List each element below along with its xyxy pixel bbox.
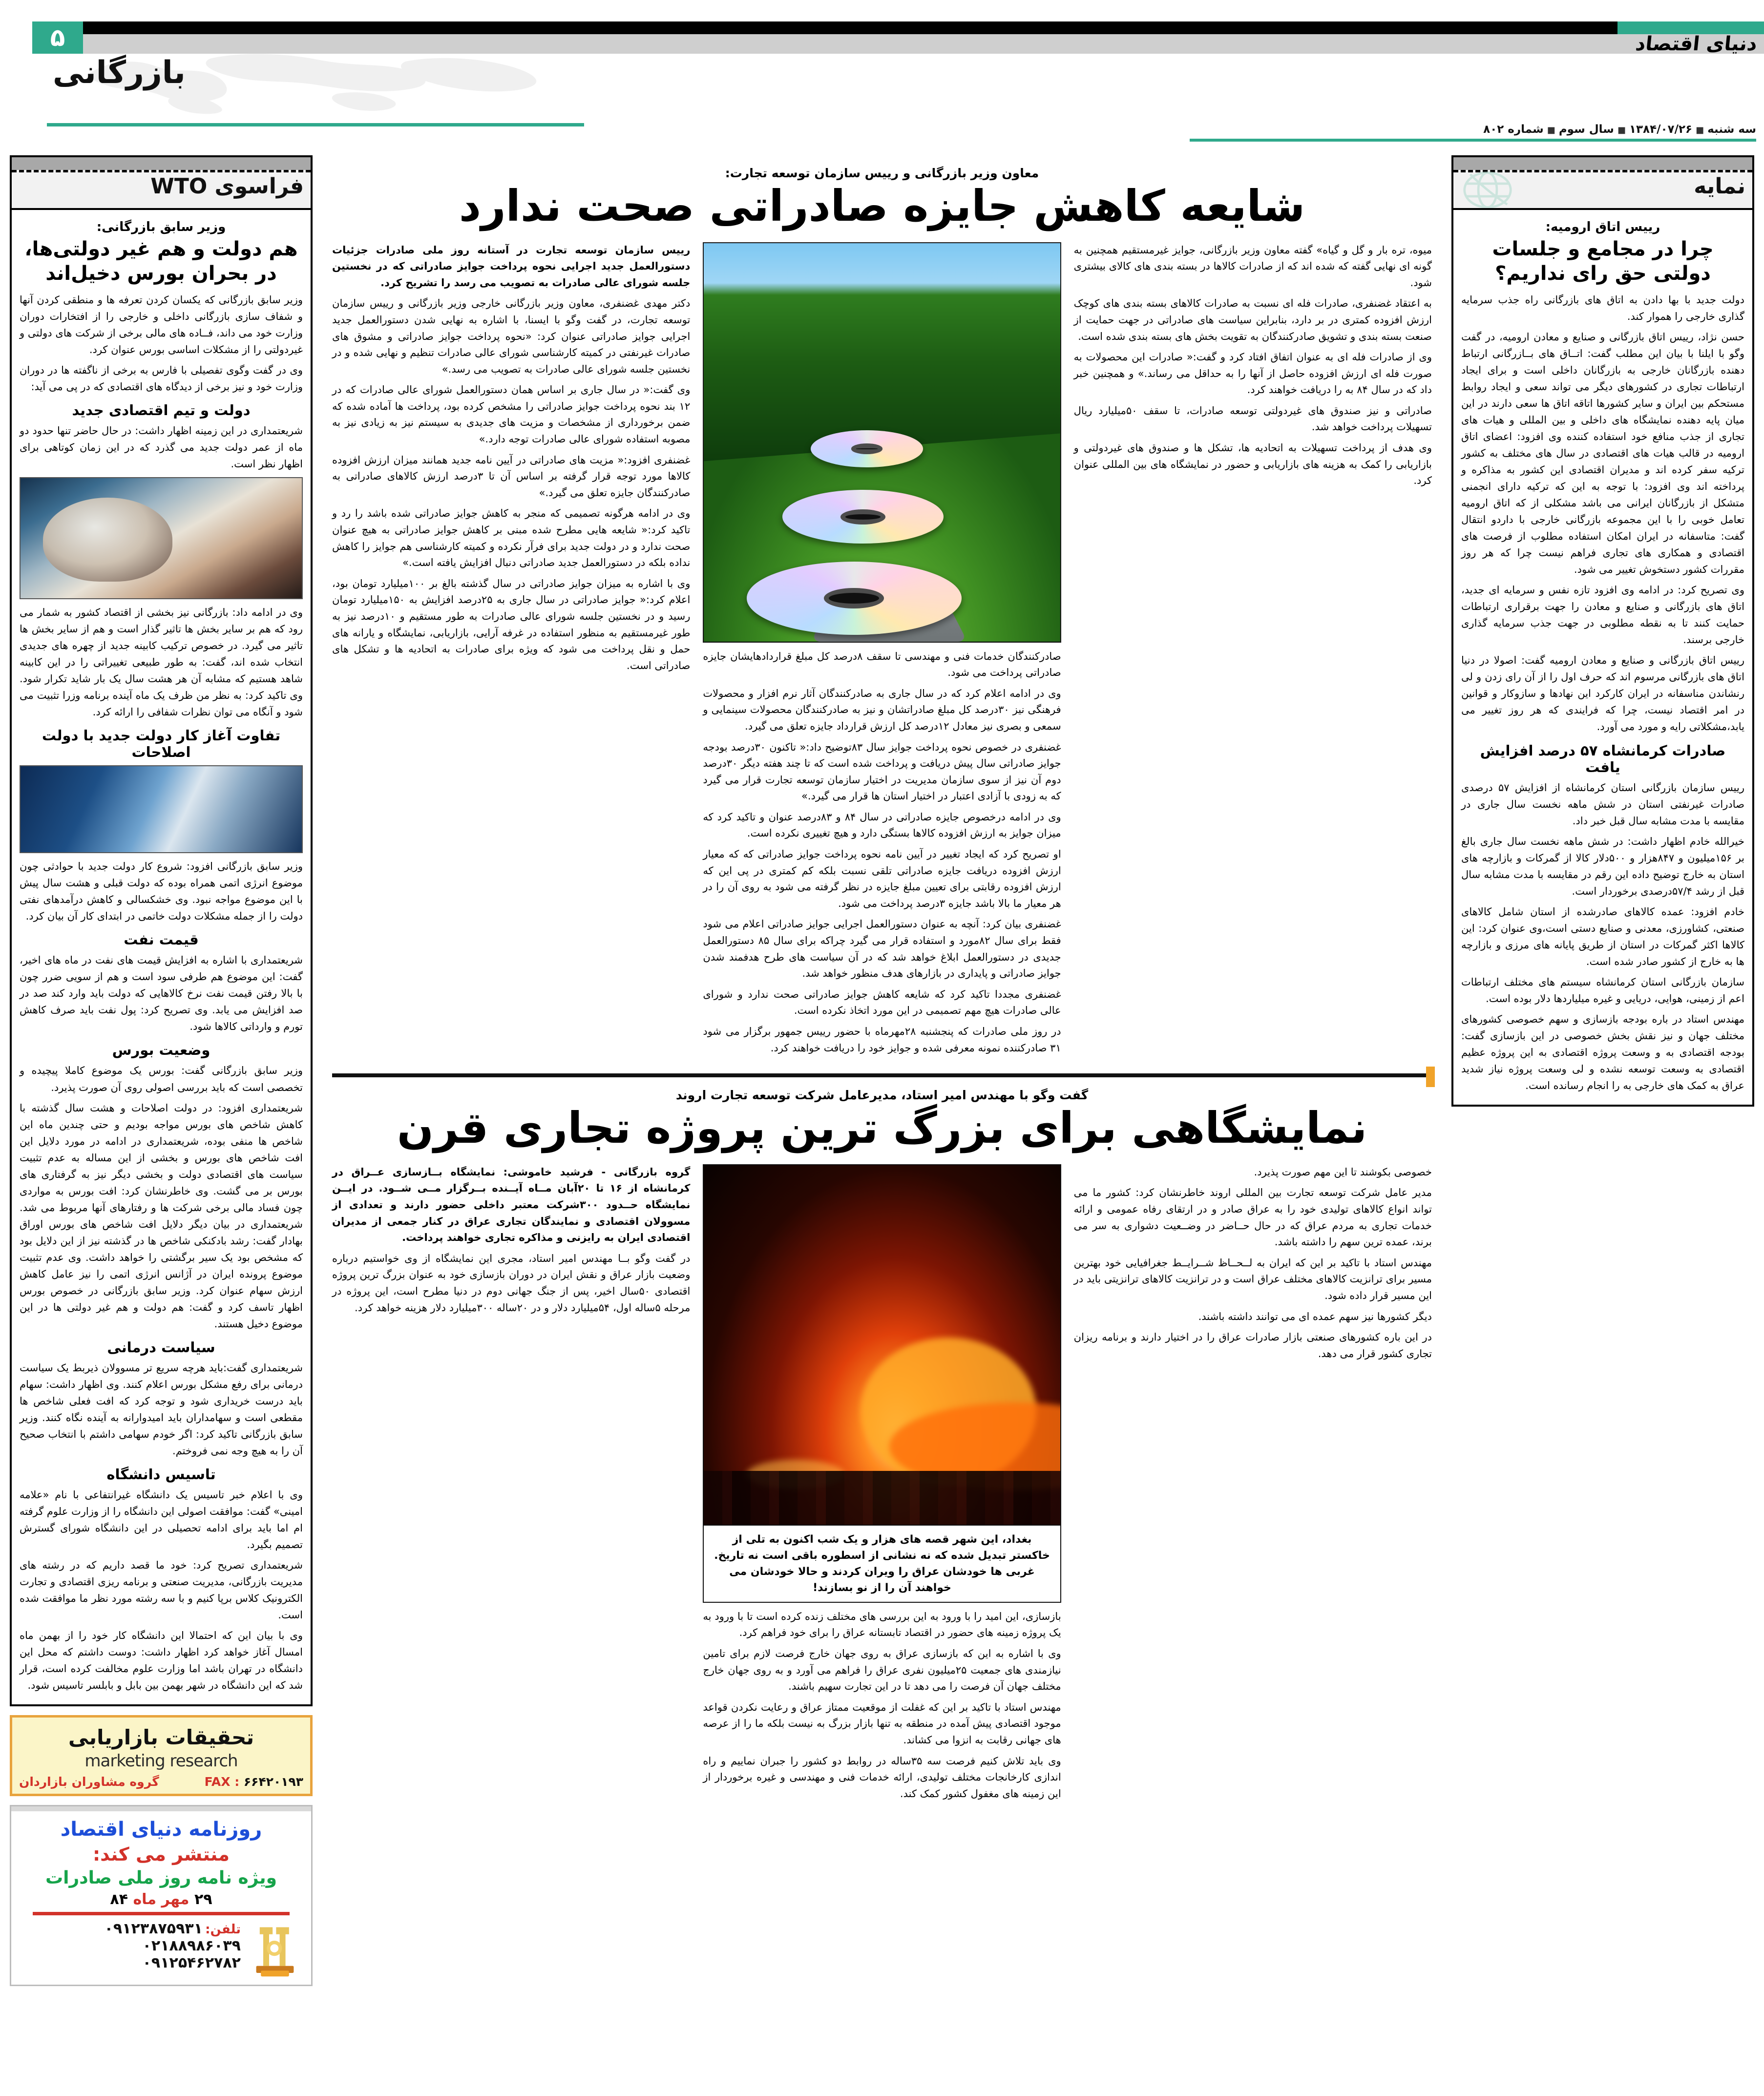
ad-title-fa: تحقیقات بازاریابی (68, 1725, 254, 1750)
left-article-paragraph: وزیر سابق بازرگانی گفت: بورس یک موضوع کاملا پیچیده و تخصصی است که باید بررسی اصولی روی آن صورت پذیرد. (20, 1065, 303, 1093)
cd-disc (811, 430, 923, 467)
trophy-icon (246, 1920, 304, 1979)
left-article-intro: وی در گفت وگوی تفصیلی با فارس به برخی از ناگفته ها در دوران وزارت خود و نیز برخی از دیدگاه های اقتصادی که در پی می آید: (20, 364, 303, 393)
section-rule (47, 123, 584, 126)
left-article-subhead: قیمت نفت (124, 931, 199, 948)
lead-paragraph: در روز ملی صادرات که پنجشنبه ۲۸مهرماه با حضور رییس جمهور برگزار می شود ۳۱ صادرکننده نمونه معرفی شده و جوایز خود را دریافت خواهند کرد. (703, 1026, 1061, 1054)
second-paragraph: بازسازی، این امید را با ورود به این بررسی های مختلف زنده کرده است تا با ورود به یک پروژه زمینه های حضور در اقتصاد تابستانه عراق را برای خود فراهم کرد. (703, 1610, 1061, 1639)
dateline-date: ۱۳۸۴/۰۷/۲۶ (1629, 123, 1693, 136)
lead-article-columns (332, 242, 1432, 1061)
left-article-paragraph: وی با اعلام خبر تاسیس یک دانشگاه غیرانتفاعی با نام «علامه امینی» گفت: موافقت اصولی این دانشگاه را از وزارت علوم گرفته ام اما باید برای ادامه تحصیلی در این دانشگاه شورای گسترش تصمیم بگیرد. (20, 1488, 303, 1551)
sidebar-dashed-rule (12, 170, 311, 172)
press-conference-photo (20, 477, 303, 599)
lead-paragraph: وی هدف از پرداخت تسهیلات به اتحادیه ها، تشکل ها و صندوق های غیردولتی و بازاریابی را کمک به هزینه های بازاریابی و حضور در نمایشگاه های بین المللی عنوان کرد. (1073, 442, 1432, 487)
ad-fax-number: ۶۶۴۲۰۱۹۳ (243, 1775, 303, 1789)
left-article-paragraph: شریعتمداری با اشاره به افزایش قیمت های نفت در ماه های اخیر، گفت: این موضوع هم طرفی سود است و هم از سویی ضرر چون با بالا رفتن قیمت نفت نرخ کالاهایی که دولت باید وارد کند صد در صد افزایش می یابد. وی تصریح کرد: پول نفت باید صرف کاهش تورم و وارداتی کالاها شود. (20, 954, 303, 1033)
ad-year: ۸۴ (110, 1891, 128, 1908)
dateline-rule (1190, 139, 1756, 142)
left-article-paragraph: وی با بیان این که احتمالا این دانشگاه کار خود را از بهمن ماه امسال آغاز خواهد کرد اظهار داشت: دوست داشتم که محل این دانشگاه در تهران باشد اما وزارت علوم مخالفت کرده است، قرار شد که این دانشگاه در شهر بهمن بین بابل و بابلسر تاسیس شود. (20, 1629, 303, 1691)
second-article-headline[interactable]: نمایشگاهی برای بزرگ ترین پروژه تجاری قرن (397, 1103, 1367, 1153)
left-article-subhead: سیاست درمانی (107, 1339, 215, 1356)
left-sidebar-label: فراسوی WTO (150, 174, 304, 199)
second-paragraph: در این باره کشورهای صنعتی بازار صادرات عراق را در اختیار دارند و برنامه ریزان تجاری کشور قرار می دهد. (1073, 1331, 1432, 1360)
ad-phone-number: ۰۹۱۲۳۸۷۵۹۳۱ (104, 1920, 203, 1938)
second-paragraph: وی با اشاره به این که بازسازی عراق به روی جهان خارج فرصت لازم برای تامین نیازمندی های جمعیت ۲۵میلیون نفری عراق را فراهم می آورد و به روی جهان خارج مختلف جهان آن فرصت را می دهد تا در این تجارت سهیم باشند. (703, 1647, 1061, 1693)
ad-month: مهر ماه (133, 1891, 189, 1908)
second-paragraph: در گفت وگو بــا مهندس امیر استاد، مجری این نمایشگاه از وی خواستیم درباره وضعیت بازار عراق و نقش ایران در دوران بازسازی خود به عنوان بزرگ ترین پروژه اقتصادی ۵۰سال اخیر، پس از جنگ جهانی دوم در دنیا مطرح است، این پروژه در مرحله ۵ساله اول، ۵۴میلیارد دلار و در ۲۰ساله ۳۰۰میلیارد دلار هزینه خواهد کرد. (332, 1252, 691, 1314)
second-paragraph: خصوصی بکوشند تا این مهم صورت پذیرد. (1254, 1166, 1432, 1178)
masthead-black-bar (83, 21, 1617, 34)
second-paragraph: گروه بازرگانی - فرشید خاموشی: نمایشگاه بــازسازی عــراق در کرمانشاه از ۱۶ تا ۲۰آبان مــاه آیــنده بــرگزار مــی شــود. در ایــن نمایشگاه حــدود ۳۰۰شرکت معتبر داخلی حضور دارند و تعدادی از مسوولان اقتصادی و نمایندگان تجاری عراق در کنار جمعی از مدیران اقتصادی ایران به رایزنی و مذاکره تجاری خواهند پرداخت. (332, 1166, 691, 1244)
left-article-subhead: تفاوت آغاز کار دولت جدید با دولت اصلاحات (42, 727, 281, 761)
ad-phone-number: ۰۹۱۲۵۴۶۲۷۸۲ (142, 1954, 241, 1972)
lead-column-left (1074, 242, 1432, 494)
lead-article-headline[interactable]: شایعه کاهش جایزه صادراتی صحت ندارد (459, 181, 1305, 231)
left-article-paragraph: شریعتمداری در این زمینه اظهار داشت: در حال حاضر تنها حدود دو ماه از عمر دولت جدید می گذرد که در این زمان کوتاهی برای اظهار نظر است. (20, 425, 303, 470)
left-article-kicker: وزیر سابق بازرگانی: (96, 220, 226, 234)
lead-paragraph: صادراتی و نیز صندوق های غیردولتی توسعه صادرات، تا سقف ۵۰میلیارد ریال تسهیلات پرداخت خواهد شد. (1073, 404, 1432, 433)
ad-company: گروه مشاوران بازاردان (19, 1775, 159, 1789)
newspaper-brand-logo: دنیای اقتصاد (1634, 33, 1759, 55)
left-article-paragraph: وی در ادامه داد: بازرگانی نیز بخشی از اقتصاد کشور به شمار می رود که هم بر سایر بخش ها تاثیر گذار است و هم از سایر بخش ها تاثیر می گیرد. در خصوص ترکیب کابینه جدید از چهره های جدیدی انتخاب شده اند، گفت: به طور طبیعی تغییراتی را در این کابینه شاهد هستیم که مشابه آن هر هشت سال یک بار شاید تکرار شود. وی تاکید کرد: به نظر من ظرف یک ماه آینده برنامه وزرا تثبیت می شود و آنگاه می توان نظرات شفافی را ارائه کرد. (20, 607, 303, 718)
section-title: بازرگانی (53, 55, 186, 91)
lead-paragraph: وی در ادامه هرگونه تصمیمی که منجر به کاهش جوایز صادراتی شده باشد را رد و تاکید کرد:« شایعه هایی مطرح شده مبنی بر کاهش جوایز صادراتی به هیچ عنوان صحت ندارد و در دولت جدید برای فرآر نکرده و کمیته کارشناسی هم جوایز را کاهش نداده بلکه در دستورالعمل جدید صادراتی دنبال افزایش یافته است.» (332, 507, 691, 569)
dateline: سه شنبه■۱۳۸۴/۰۷/۲۶■سال سوم■شماره ۸۰۲ (1483, 123, 1756, 136)
ad-line-2: منتشر می کند: (92, 1844, 230, 1865)
secondary-photo (20, 765, 303, 853)
right-article-paragraph: دولت جدید با بها دادن به اتاق های بازرگانی راه جذب سرمایه گذاری خارجی را هموار کند. (1461, 294, 1744, 323)
photo-caption: بغداد، این شهر قصه های هزار و یک شب اکنون به تلی از خاکستر تبدیل شده که نه نشانی از اسطوره باقی است نه تاریخ. غربی ها خودشان عراق را ویران کردند و حالا خودشان می خواهند آن را از نو بسازند! (703, 1526, 1061, 1603)
right-sidebar-label: نمایه (1694, 174, 1745, 199)
cd-disc (747, 562, 962, 635)
lead-paragraph: صادرکنندگان خدمات فنی و مهندسی تا سقف ۸درصد کل مبلغ قراردادهایشان جایزه صادراتی پرداخت می شود. (703, 650, 1061, 679)
left-article-subhead: وضعیت بورس (112, 1042, 210, 1059)
main-content (332, 155, 1432, 2087)
ad-phone-label: تلفن: (205, 1922, 241, 1937)
second-column-left (1074, 1164, 1432, 1367)
right-article-second-paragraph: سازمان بازرگانی استان کرمانشاه سیستم های مختلف ارتباطات اعم از زمینی، هوایی، دریایی و غیره میلیاردها دلار بوده است. (1461, 976, 1744, 1005)
right-article-second-paragraph: رییس سازمان بازرگانی استان کرمانشاه از افزایش ۵۷ درصدی صادرات غیرنفتی استان در شش ماهه نخست سال جاری در مقایسه با مدت مشابه سال قبل خبر داد. (1461, 781, 1744, 827)
ad-newspaper-special[interactable] (10, 1805, 313, 1986)
left-article-paragraph: شریعتمداری تصریح کرد: خود ما قصد داریم که در رشته های مدیریت بازرگانی، مدیریت صنعتی و برنامه ریزی اقتصادی و تجارت الکترونیک کلاس برپا کنیم و با سه رشته مورد نظر ما موافقت شده است. (20, 1559, 303, 1621)
lead-paragraph: وی با اشاره به میزان جوایز صادراتی در سال گذشته بالغ بر ۱۰۰میلیارد تومان بود، اعلام کرد:« جوایز صادراتی در سال جاری به ۲۵درصد افزایش به ۱۵۰میلیارد تومان رسید و در نخستین جلسه شورای عالی صادرات به طور مستقیم و ۱۰درصد نیز به طور غیرمستقیم به منظور استفاده در غرفه آرایی، بازاریابی، نمایشگاه و یارانه های حمل و نقل پرداخت می شود که ویژه برای صادرات به اتحادیه ها و تشکل های صادراتی است. (332, 577, 691, 671)
separator-orange-marker (1426, 1067, 1435, 1087)
lead-paragraph: دکتر مهدی غضنفری، معاون وزیر بازرگانی خارجی وزیر بازرگانی و رییس سازمان توسعه تجارت، در گفت وگو با ایسنا، با اشاره به نهایی شدن دستورالعمل جدید اجرایی جوایز صادراتی عنوان کرد: «نحوه پرداخت جوایز صادراتی و مشوق های صادرات غیرنفتی در کمیته کارشناسی شورای عالی صادرات تنظیم و نهایی شده و در نخستین جلسه شورای عالی صادرات به تصویب می رسد.» (332, 297, 691, 375)
cd-disc (782, 490, 944, 544)
lead-paragraph: غضنفری در خصوص نحوه پرداخت جوایز سال ۸۳توضیح داد:« تاکنون ۳۰درصد بودجه جوایز صادراتی سال پیش دریافت و پرداخت شده است که تا چند هفته دیگر ۳۰درصد دوم آن نیز از سوی سازمان مدیریت در اختیار سازمان توسعه تجارت قرار می گیرد که به زودی با آزادی اعتبار در اختیار استان ها قرار می گیرد.» (703, 741, 1061, 802)
lead-paragraph: وی از صادرات فله ای به عنوان اتفاق افتاد کرد و گفت:« صادرات این محصولات به صورت فله ای ارزش افزوده حاصل از آنها را به حداقل می رساند.» و همچنین خبر داد که در سال ۸۴ به را دریافت خواهند کرد. (1073, 351, 1432, 396)
second-paragraph: مهندس استاد با تاکید بر این که ایران به لــحــاظ شــرایــط جغرافیایی خود بهترین مسیر برای ترانزیت کالاهای مختلف عراق است و در ترانزیت کالاهای ترانزیتی باید در این مسیر قرار داده شود. (1073, 1257, 1432, 1301)
lead-paragraph: غضنفری افزود:« مزیت های صادراتی در آیین نامه جدید همانند میزان ارزش افزوده کالاها مورد توجه قرار گرفته بر اساس آن تا ۳درصد ارزش کالاهای صادراتی به صادرکنندگان جایزه تعلق می گیرد.» (332, 454, 691, 499)
right-sidebar-body (1451, 210, 1754, 1107)
left-article-paragraph: شریعتمداری افزود: در دولت اصلاحات و هشت سال گذشته با کاهش شاخص های بورس مواجه بودیم و حتی چندین ماه این شاخص ها منفی بوده، شریعتمداری در ادامه در مورد دلایل این افت شاخص های بورس و بخشی از این مساله به عدم تثبیت سیاست های اقتصادی دولت و بخشی دیگر نیز به گرفتاری های بورس بر می گشت. وی خاطرنشان کرد: افت بورس به مواردی چون فساد مالی برخی شرکت ها و رفتارهای آنها مربوط می شد. شریعتمداری در بیان دیگر دلایل افت شاخص های بورس اوراق بهادار گفت: رشد بادکنکی شاخص ها در گذشته نیز از این دلایل بود که مشخص بود یک سیر برگشتی را خواهد داشت. وی عدم تثبیت موضوع پرونده ایران در آژانس انرژی اتمی را نیز عامل کاهش ارزش سهام عنوان کرد. وزیر سابق بازرگانی در خصوص بورس اظهار تاسف کرد و گفت: هم دولت و هم غیر دولتی ها در این موضوع دخیل هستند. (20, 1102, 303, 1330)
second-paragraph: مهندس استاد با تاکید بر این که غفلت از موقعیت ممتاز عراق و رعایت نکردن قواعد موجود اقتصادی پیش آمده در منطقه به تنها بازار بزرگ به نیست بلکه ما را از عرصه های جهانی رقابت به انزوا می کشاند. (703, 1701, 1061, 1746)
right-sidebar-header (1451, 155, 1754, 210)
second-column-middle (703, 1164, 1061, 1807)
lead-column-right (332, 242, 690, 679)
sidebar-grey-band (12, 157, 311, 170)
second-article-kicker: گفت وگو با مهندس امیر استاد، مدیرعامل شرکت توسعه تجارت اروند (675, 1088, 1089, 1103)
second-article-columns (332, 1164, 1432, 1807)
lead-paragraph: به اعتقاد غضنفری، صادرات فله ای نسبت به صادرات کالاهای بسته بندی های کوچک ارزش افزوده کمتری در بر دارد، بنابراین سیاست های صادراتی در جهت حمایت از صنعت بسته بندی و تشویق صادرکنندگان به تقویت بخش های بسته بندی شده است. (1073, 297, 1432, 342)
ad-title-en: marketing research (84, 1751, 238, 1771)
globe-icon (1458, 171, 1517, 209)
left-article-paragraph: وزیر سابق بازرگانی افزود: شروع کار دولت جدید با حوادثی چون موضوع انرژی اتمی همراه بوده که دولت قبلی و هشت سال پیش با این موضوع مواجه نبود. وی خشکسالی و کاهش درآمدهای نفتی دولت را از جمله مشکلات دولت خاتمی در ابتدای کار آن بیان کرد. (20, 860, 303, 922)
right-sidebar (1451, 155, 1754, 1107)
ad-marketing-research[interactable] (10, 1715, 313, 1796)
left-article-subhead: دولت و تیم اقتصادی جدید (72, 402, 251, 419)
left-article-paragraph: شریعتمداری گفت:باید هرچه سریع تر مسوولان ذیربط یک سیاست درمانی برای رفع مشکل بورس اعلام کنند. وی اظهار داشت: سهام باید درست خریداری شود و توجه کرد که افت فعلی شاخص ها مقطعی است و سهامداران باید امیدوارانه به آینده نگاه کنند. وزیر سابق بازرگانی تاکید کرد: اگر خودم سهامی داشتم با انتخاب صحیح آن را به هیچ وجه نمی فروختم. (20, 1362, 303, 1457)
lead-paragraph: وی در ادامه درخصوص جایزه صادراتی در سال ۸۴ و ۸۳درصد عنوان و تاکید کرد که میزان جوایز به ارزش افزوده کالاها بستگی دارد و هیچ تغییری نکرده است. (703, 811, 1061, 839)
second-paragraph: دیگر کشورها نیز سهم عمده ای می توانند داشته باشند. (1198, 1310, 1432, 1322)
ad-day: ۲۹ (194, 1891, 212, 1908)
lead-paragraph: وی در ادامه اعلام کرد که در سال جاری به صادرکنندگان آثار نرم افزار و محصولات فرهنگی نیز ۳۰درصد کل مبلغ صادراتشان و نیز به صادرکنندگان محصولات سینمایی و سمعی و بصری نیز معادل ۱۲درصد کل ارزش قرارداد جایزه تعلق می گیرد. (703, 687, 1061, 732)
dateline-issue: شماره ۸۰۲ (1483, 123, 1544, 136)
ad-line-3: ویژه نامه روز ملی صادرات (45, 1868, 277, 1888)
masthead (0, 21, 1764, 55)
dateline-weekday: سه شنبه (1707, 123, 1756, 136)
left-article-headline[interactable]: هم دولت و هم غیر دولتی‌ها، در بحران بورس دخیل‌اند (24, 238, 298, 285)
ad-red-rule (33, 1912, 290, 1915)
left-sidebar-body (10, 210, 313, 1706)
left-article-subhead: تاسیس دانشگاه (106, 1466, 216, 1483)
right-article-second-headline[interactable]: صادرات کرمانشاه ۵۷ درصد افزایش یافت (1480, 742, 1726, 776)
right-article-paragraph: حسن نژاد، رییس اتاق بازرگانی و صنایع و معادن ارومیه، در گفت وگو با ایلنا با بیان این مطلب گفت: اتــاق های بــازرگانی ارتباط دهنده بازرگانان خارجی به بازرگانان داخلی است و برای ایجاد ارتباطات تجاری در کشورهای دیگر می تواند سعی و ایجاد روابط مستحکم بین ایران و سایر کشورها اتاقه اتاق ها سعی دارند در این میان پایه دهنده نمایشگاه های داخلی و بین المللی و هیات های تجاری از جذب منافع خود استفاده کننده وی افزود: اعضای اتاق ارومیه در قالب هیات های اقتصادی در سال های مختلف به کشور ترکیه سفر کرده اند و مدیران اقتصادی این کشور به مذاکره و پرداخته اند وی افزود: با توجه به این که ترکیه دارای انجمنی متشکل از بازرگانان ایرانی می باشد مشکلی از که اتاق ارومیه تعامل خوبی را با این مجموعه بازرگانی خارجی با داردو انتقال گفت: متاسفانه در ایران امکان استفاده مطلوب از فرصت های اقتصادی و همکاری های تجاری فراهم نیست چرا که هر روز مقررات کشور دستخوش تغییر می شود. (1461, 331, 1744, 576)
ad-phone-list (18, 1920, 241, 1971)
left-sidebar-header (10, 155, 313, 210)
lead-paragraph: میوه، تره بار و گل و گیاه» گفته معاون وزیر بازرگانی، جوایز غیرمستقیم همچنین به گونه ای نهایی گفته که شده اند که از صادرات کالاها در بسته بندی های کالای بیشتری شود. (1073, 244, 1432, 289)
ad-line-1 (18, 1818, 304, 1841)
second-paragraph: مدیر عامل شرکت توسعه تجارت بین المللی اروند خاطرنشان کرد: کشور ما می تواند انواع کالاهای تولیدی خود را به عراق صادر و در ارتقای رفاه عمومی و ارائه خدمات تجاری به مردم عراق که در حال حــاضر در وضــعیت دشواری به سر می برند، عمده ترین سهم را داشته باشد. (1073, 1187, 1432, 1248)
lead-paragraph: غضنفری مجددا تاکید کرد که شایعه کاهش جوایز صادراتی صحت ندارد و شورای عالی صادرات هیچ مهم تصمیمی در این مورد اتخاذ نکرده است. (703, 988, 1061, 1017)
right-article-headline[interactable]: چرا در مجامع و جلسات دولتی حق رای نداریم؟ (1492, 238, 1714, 285)
ad-fax-label: FAX : (204, 1775, 240, 1789)
city-skyline (704, 1471, 1060, 1525)
article-separator (332, 1073, 1432, 1077)
lead-paragraph: او تصریح کرد که ایجاد تغییر در آیین نامه نحوه پرداخت جوایز صادراتی که که معیار ارزش افزوده دریافت جایزه صادراتی تلقی نسبت بلکه کم کمتری در پی این که ارزش افزوده رقابتی برای تعیین مبلغ جایزه در نظر گرفته می شود به روی آن را در هر معیار ما بالا باشد جایزه ۳درصد پرداخت می شود. (703, 848, 1061, 909)
right-article-kicker: رییس اتاق ارومیه: (1545, 220, 1660, 234)
lead-paragraph: غضنفری بیان کرد: آنچه به عنوان دستورالعمل اجرایی جوایز صادراتی اعلام می شود فقط برای سال ۸۲مورد و استفاده قرار می گیرد چراکه برای سال ۸۵ دستورالعمل جدیدی در دستورالعمل ابلاغ خواهد شد که در آن سیاست های طرح هدفمند شدن جوایز صادراتی و پایداری در بازارهای هدف منظور خواهد شد. (703, 918, 1061, 980)
second-paragraph: وی باید تلاش کنیم فرصت سه ۳۵ساله در روابط دو کشور را جبران نماییم و راه اندازی کارخانجات مختلف تولیدی، ارائه خدمات فنی و مهندسی و غیره برخوردار از این زمینه های مغفول کشور کمک کند. (703, 1755, 1061, 1800)
ad-line-4 (18, 1891, 304, 1908)
left-sidebar (10, 155, 313, 1986)
lead-article-kicker: معاون وزیر بازرگانی و رییس سازمان توسعه تجارت: (725, 166, 1039, 180)
lead-column-middle (703, 242, 1061, 1061)
ad-fax (205, 1775, 303, 1789)
left-article-intro: وزیر سابق بازرگانی که یکسان کردن تعرفه ها و منطقی کردن آنها و شفاف سازی بازرگانی داخلی و خارجی را از افتخارات دوران وزارت خود می داند، فــاده های مالی برخی از شرکت های دولتی و غیردولتی را از مشکلات اساسی بورس عنوان کرد. (20, 294, 303, 356)
lead-paragraph: وی گفت:« در سال جاری بر اساس همان دستورالعمل شورای عالی صادرات که در ۱۲ بند نحوه پرداخت جوایز صادراتی را مشخص کرده بود، پرداخت ها آماده شده که ضمن برخورداری از مشخصات و مزیت های جدیدی به سیستم نیز به زیادی نیز به مصوبه استفاده شورای عالی صادرات توجه دارد.» (332, 384, 691, 445)
right-article-paragraph: وی تصریح کرد: در ادامه وی افزود تازه نفس و سرمایه ای جدید، اتاق های بازرگانی و صنایع و معادن را جهت برقراری ارتباطات حمایت کنند تا به نقطه مطلوبی در جهت جذب سرمایه گذاری خارجی برسند. (1461, 584, 1744, 646)
right-article-second-paragraph: مهندس استاد در باره بودجه بازسازی و سهم خصوصی کشورهای مختلف جهان و نیز نقش بخش خصوصی در این بازسازی گفت: بودجه اقتصادی به و وسعت پروژه اقتصادی به این پروژه عظیم اقتصادی به وسعت توسعه نشده و لی وسعت پروژه نیاز شدید عراق به کمک های خارجی به را انجام رسانده است. (1461, 1013, 1744, 1091)
lead-paragraph: رییس سازمان توسعه تجارت در آستانه روز ملی صادرات جزئیات دستورالعمل جدید اجرایی نحوه پرداخت جوایز صادراتی که در نخستین جلسه شورای عالی صادرات به تصویب می رسد را تشریح کرد. (332, 244, 691, 289)
ad-newspaper-name: روزنامه دنیای اقتصاد (60, 1818, 262, 1841)
ad-top-band (11, 1806, 311, 1811)
right-article-paragraph: رییس اتاق بازرگانی و صنایع و معادن ارومیه گفت: اصولا در دنیا اتاق های بازرگانی مرسوم اند که حرف اول را از آن رای زدن و لی رنشاندن مناسفانه در ایران کارکرد این نهادها و سازوکار و قوانین در امر اقتصاد نیست، چرا که فرایندی که هر روز تغییر می یابد،مشکلاتی رایه و مورد می آورد. (1461, 654, 1744, 733)
sidebar-grey-band (1453, 157, 1752, 170)
dateline-year: سال سوم (1558, 123, 1614, 136)
ad-phone-number: ۰۲۱۸۸۹۸۶۰۳۹ (142, 1937, 241, 1955)
second-column-right (332, 1164, 690, 1320)
road-cd-illustration (703, 242, 1061, 643)
right-article-second-paragraph: خیرالله خادم اظهار داشت: در شش ماهه نخست سال جاری بالغ بر ۱۵۶میلیون و ۸۴۷هزار و ۵۰۰دلار کالا از گمرکات و بازارچه های استان به خارج توضیح داده این رقم در مقایسه با مدت مشابه سال قبل از رشد ۵۷/۴درصدی برخوردار است. (1461, 835, 1745, 897)
baghdad-fire-photo (703, 1164, 1061, 1526)
page-number: ۵ (32, 21, 83, 54)
right-article-second-paragraph: خادم افزود: عمده کالاهای صادرشده از استان شامل کالاهای صنعتی، کشاورزی، معدنی و صنایع دستی است،وی عنوان کرد: این کالاها اکثر گمرکات در استان از طریق پایانه های مرزی و بازارچه ها به خارج از کشور صادر شده است. (1461, 905, 1744, 967)
